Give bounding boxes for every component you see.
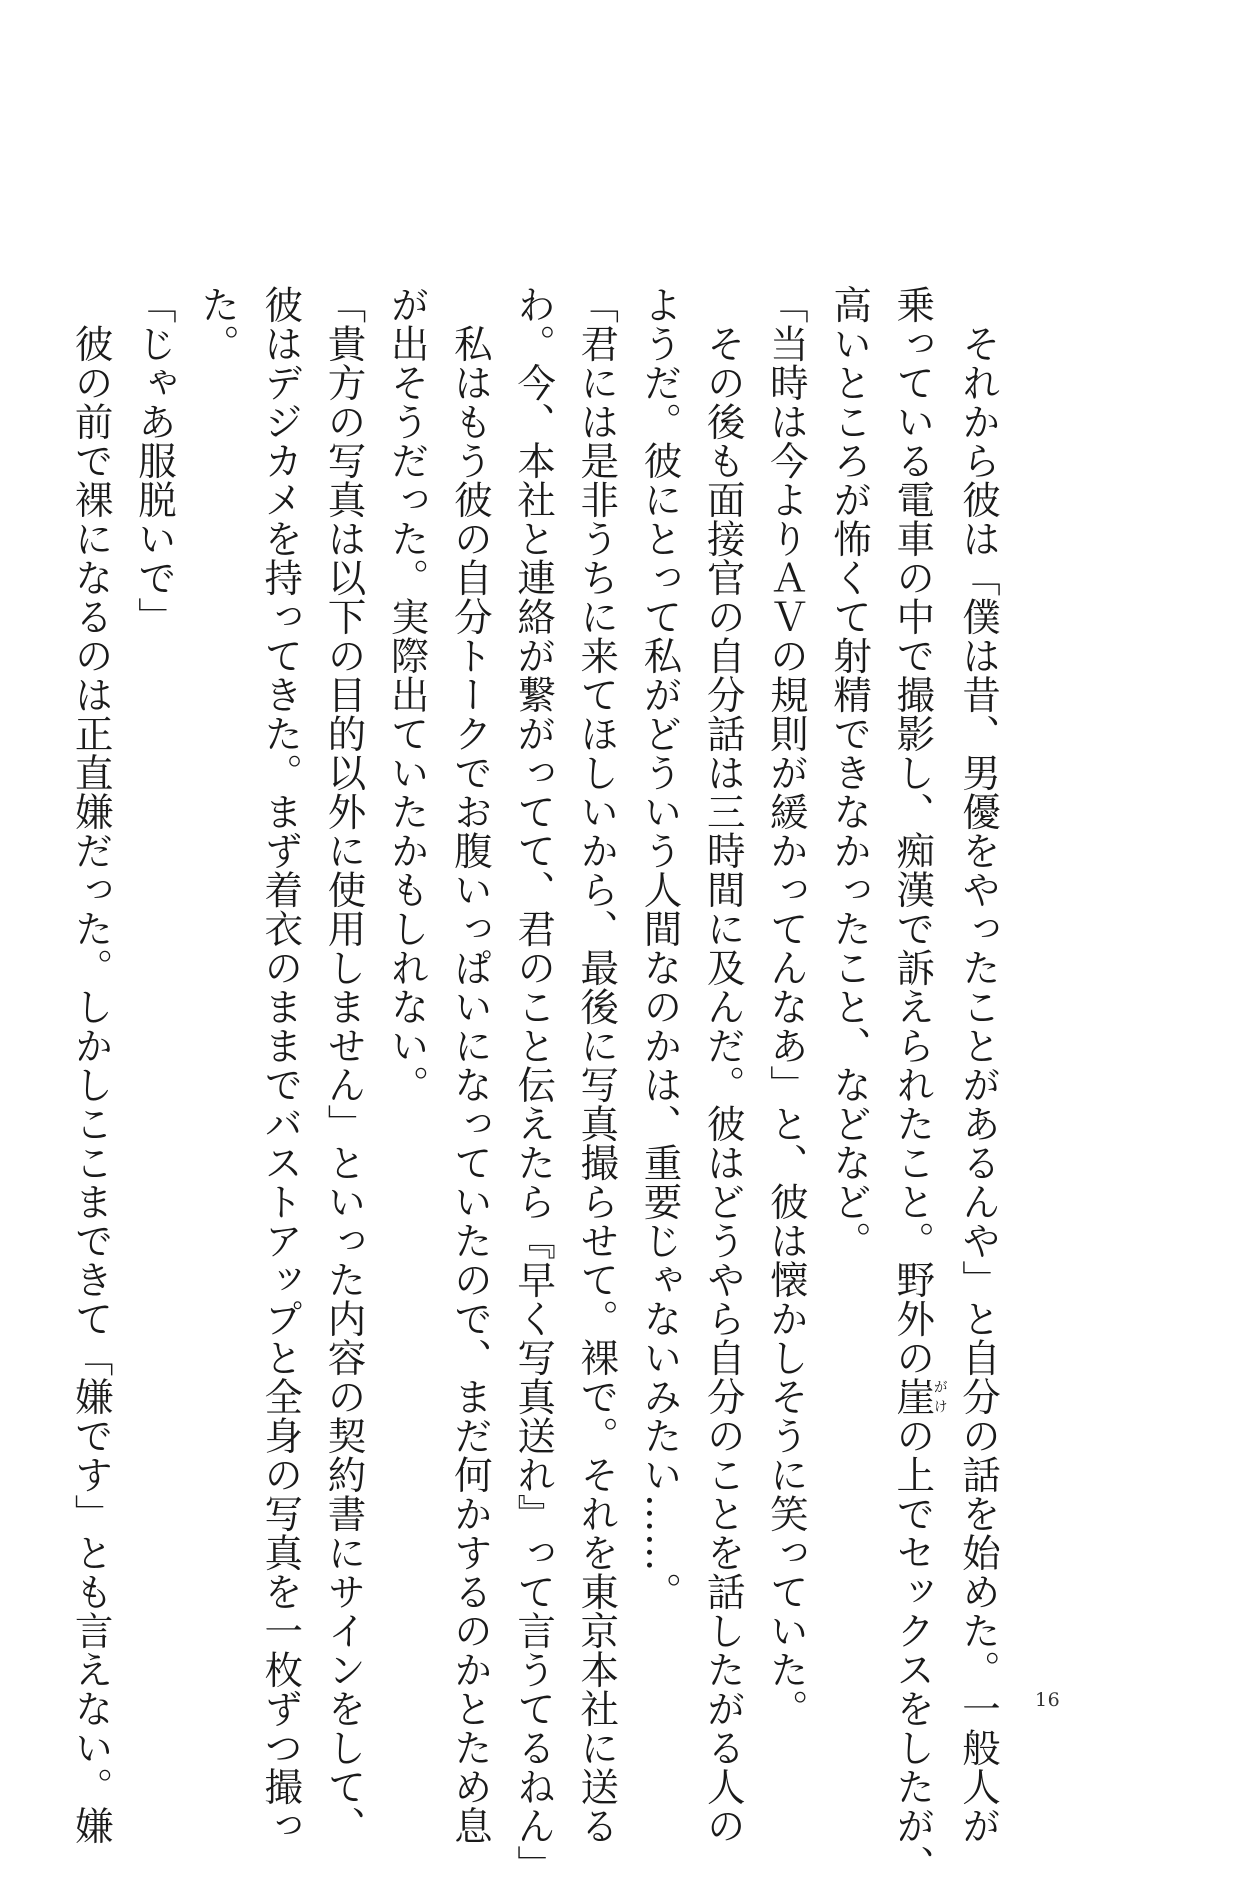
text-line-6: ようだ。彼にとって私がどういう人間なのかは、重要じゃないみたい……。 [637, 285, 683, 1611]
text-line-11: 「貴方の写真は以下の目的以外に使用しません」といった内容の契約書にサインをして、 [321, 285, 367, 1845]
page-number: 16 [1035, 1689, 1061, 1711]
text-line-5: その後も面接官の自分話は三時間に及んだ。彼はどうやら自分のことを話したがる人の [700, 323, 746, 1845]
text-line-9: 私はもう彼の自分トークでお腹いっぱいになっていたので、まだ何かするのかとため息 [447, 323, 493, 1845]
text-line-14: 「じゃあ服脱いで」 [131, 285, 177, 636]
text-line-2-head: 乗っている電車の中で撮影し、痴漢で訴えられたこと。野外の [890, 285, 936, 1377]
ruby-base: 崖 [890, 1377, 936, 1416]
text-line-13: た。 [195, 285, 241, 363]
text-line-1: それから彼は「僕は昔、男優をやったことがあるんや」と自分の話を始めた。一般人が [956, 323, 1001, 1845]
text-line-4: 「当時は今よりＡＶの規則が緩かってんなあ」と、彼は懐かしそうに笑っていた。 [763, 285, 809, 1728]
text-line-2-tail: の上でセックスをしたが、 [890, 1416, 936, 1884]
text-line-10: が出そうだった。実際出ていたかもしれない。 [384, 285, 430, 1104]
text-line-3: 高いところが怖くて射精できなかったこと、などなど。 [827, 285, 873, 1260]
text-line-15: 彼の前で裸になるのは正直嫌だった。しかしここまできて「嫌です」とも言えない。嫌 [68, 323, 114, 1845]
text-line-8: わ。今、本社と連絡が繋がってて、君のこと伝えたら『早く写真送れ』って言うてるねん」 [511, 285, 557, 1884]
vertical-text-body [59, 285, 1010, 1884]
text-line-7: 「君には是非うちに来てほしいから、最後に写真撮らせて。裸で。それを東京本社に送る [574, 285, 620, 1845]
text-line-12: 彼はデジカメを持ってきた。まず着衣のままでバストアップと全身の写真を一枚ずつ撮っ [258, 285, 304, 1845]
ruby-reading: がけ [931, 1377, 948, 1416]
text-line-2 [881, 285, 948, 1884]
ruby-gake [890, 1377, 948, 1416]
